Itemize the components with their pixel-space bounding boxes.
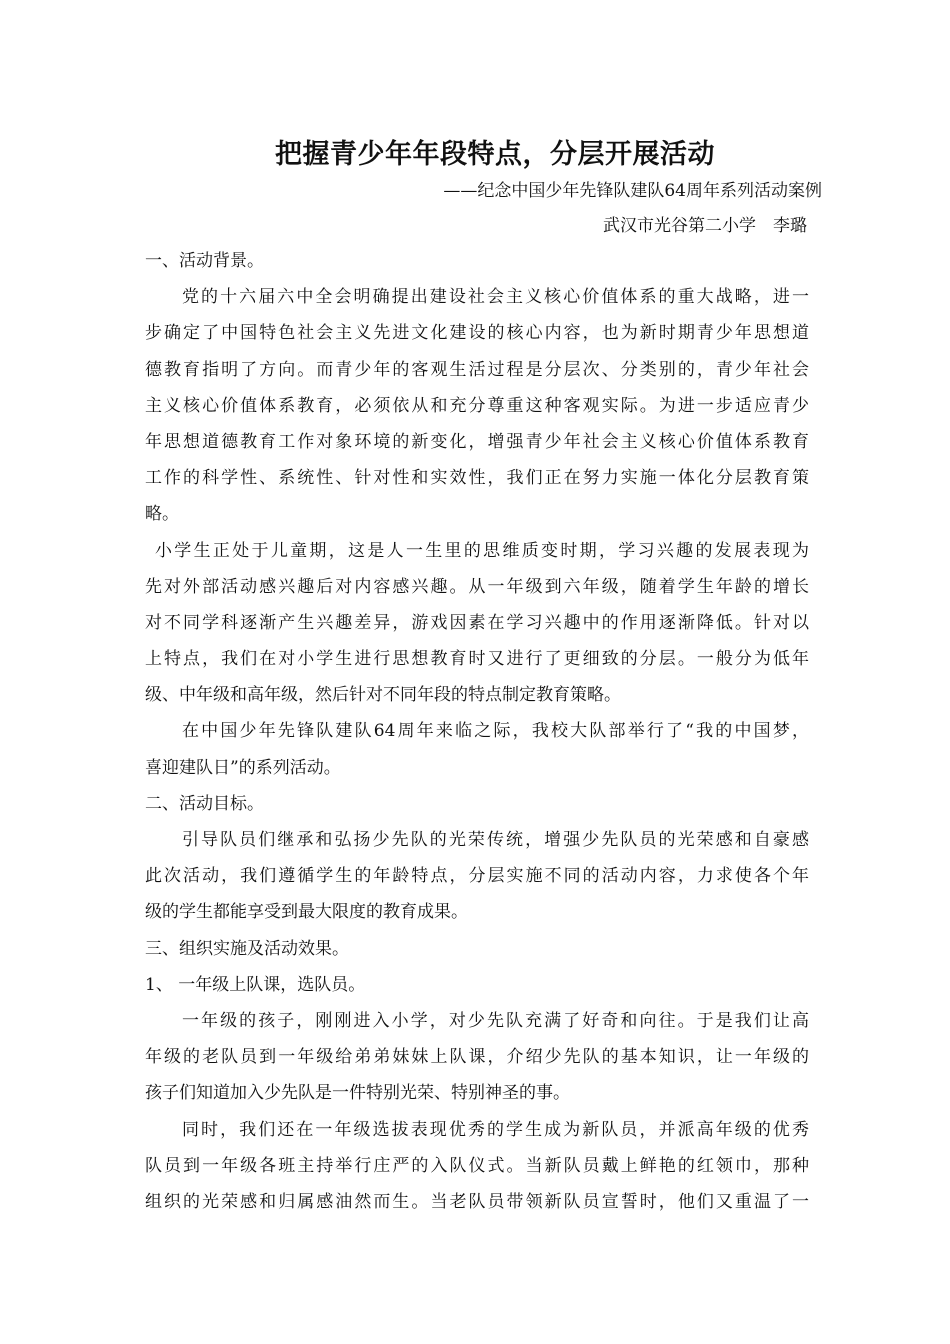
paragraph-line: 此次活动，我们遵循学生的年龄特点，分层实施不同的活动内容，力求使各个年 (145, 866, 809, 887)
paragraph-line: 组织的光荣感和归属感油然而生。当老队员带领新队员宣誓时，他们又重温了一 (145, 1191, 809, 1212)
paragraph-line: 主义核心价值体系教育，必须依从和充分尊重这种客观实际。为进一步适应青少 (145, 395, 809, 416)
document-body (145, 243, 809, 1220)
paragraph-line: 喜迎建队日”的系列活动。 (145, 757, 341, 778)
paragraph-line: 略。 (145, 504, 179, 525)
section-heading: 二、活动目标。 (145, 793, 264, 814)
paragraph-line: 工作的科学性、系统性、针对性和实效性，我们正在努力实施一体化分层教育策 (145, 468, 809, 489)
paragraph-line: 小学生正处于儿童期，这是人一生里的思维质变时期，学习兴趣的发展表现为 (155, 540, 809, 561)
paragraph-line: 同时，我们还在一年级选拔表现优秀的学生成为新队员，并派高年级的优秀 (182, 1119, 809, 1140)
paragraph-line: 上特点，我们在对小学生进行思想教育时又进行了更细致的分层。一般分为低年 (145, 649, 809, 670)
page-subtitle: ——纪念中国少年先锋队建队64周年系列活动案例 (443, 181, 822, 201)
paragraph-line: 在中国少年先锋队建队64周年来临之际，我校大队部举行了“我的中国梦， (182, 721, 809, 742)
section-heading: 一、活动背景。 (145, 251, 264, 271)
paragraph-line: 引导队员们继承和弘扬少先队的光荣传统，增强少先队员的光荣感和自豪感 (182, 830, 809, 850)
paragraph-line: 孩子们知道加入少先队是一件特别光荣、特别神圣的事。 (145, 1083, 570, 1104)
paragraph-line: 级的学生都能享受到最大限度的教育成果。 (145, 902, 468, 923)
section-heading: 三、组织实施及活动效果。 (145, 938, 349, 959)
paragraph-line: 年级的老队员到一年级给弟弟妹妹上队课，介绍少先队的基本知识，让一年级的 (145, 1047, 809, 1068)
paragraph-line: 级、中年级和高年级，然后针对不同年段的特点制定教育策略。 (145, 685, 621, 706)
author-line: 武汉市光谷第二小学 李璐 (603, 216, 807, 236)
paragraph-line: 一年级的孩子，刚刚进入小学，对少先队充满了好奇和向往。于是我们让高 (182, 1010, 809, 1031)
paragraph-line: 德教育指明了方向。而青少年的客观生活过程是分层次、分类别的，青少年社会 (145, 359, 809, 380)
paragraph-line: 对不同学科逐渐产生兴趣差异，游戏因素在学习兴趣中的作用逐渐降低。针对以 (145, 612, 809, 633)
paragraph-line: 步确定了中国特色社会主义先进文化建设的核心内容，也为新时期青少年思想道 (145, 323, 809, 344)
paragraph-line: 党的十六届六中全会明确提出建设社会主义核心价值体系的重大战略，进一 (182, 287, 809, 308)
paragraph-line: 先对外部活动感兴趣后对内容感兴趣。从一年级到六年级，随着学生年龄的增长 (145, 576, 809, 597)
subsection-heading: 1、 一年级上队课，选队员。 (145, 974, 366, 995)
page-title: 把握青少年年段特点，分层开展活动 (275, 139, 715, 170)
paragraph-line: 队员到一年级各班主持举行庄严的入队仪式。当新队员戴上鲜艳的红领巾，那种 (145, 1155, 809, 1176)
paragraph-line: 年思想道德教育工作对象环境的新变化，增强青少年社会主义核心价值体系教育 (145, 431, 809, 452)
